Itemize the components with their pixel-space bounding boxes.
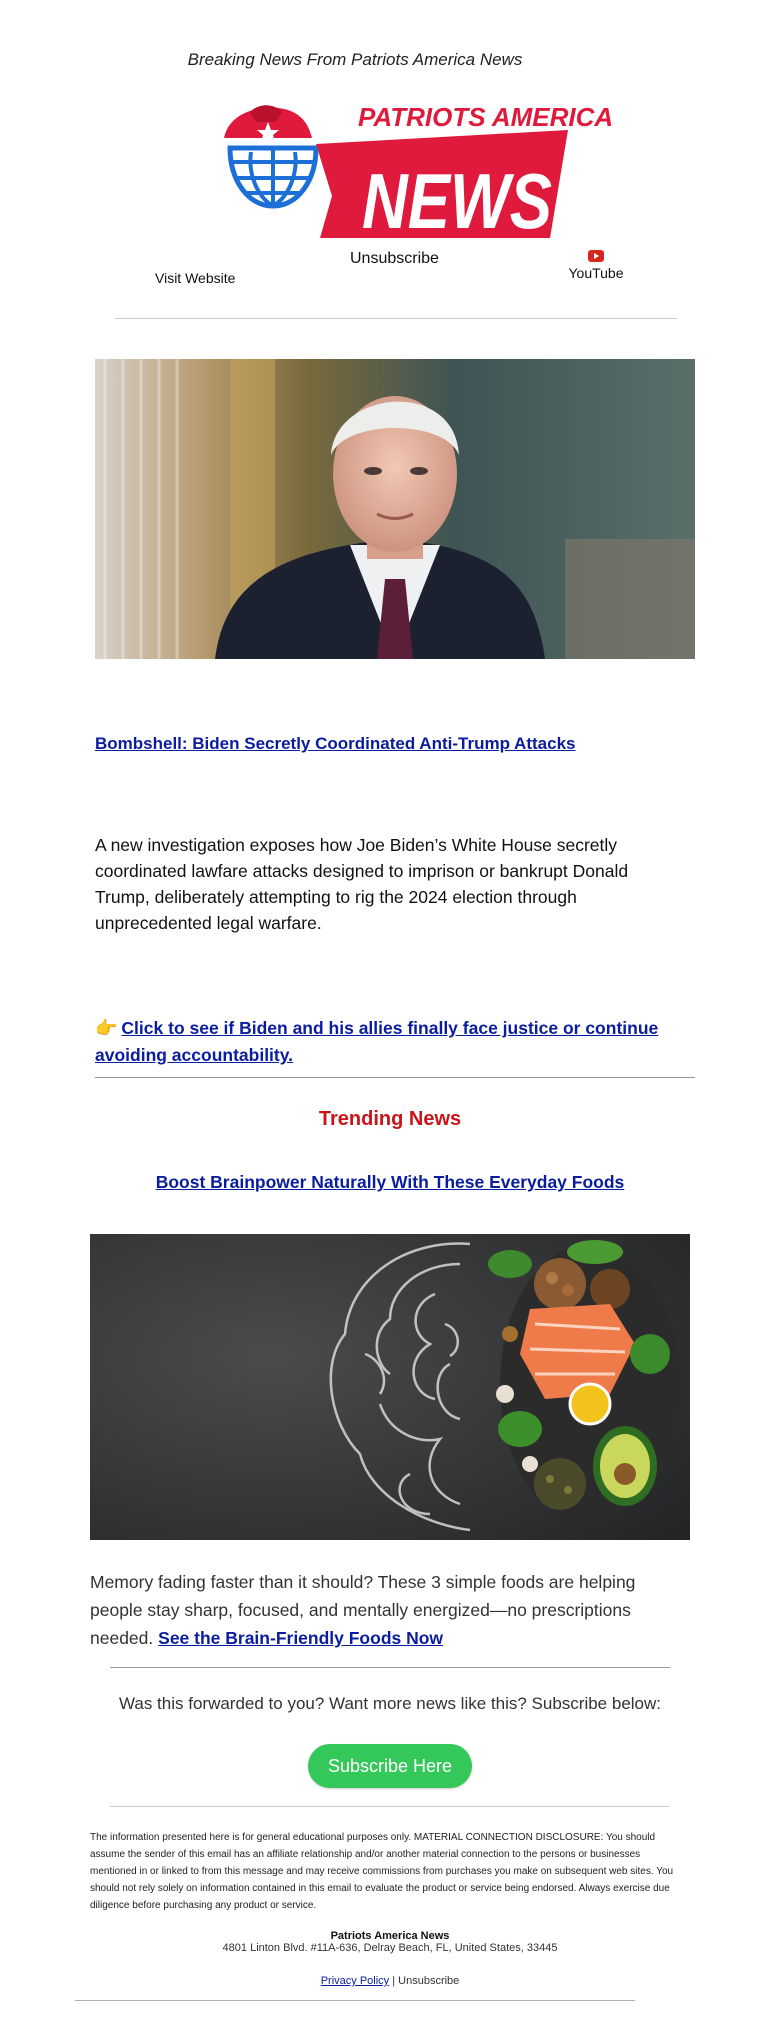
trending-title: Trending News [318, 1108, 462, 1130]
brain-food-image[interactable] [90, 1234, 690, 1540]
footer-unsubscribe-link[interactable]: Unsubscribe [398, 1975, 460, 1987]
article-hero-image[interactable] [95, 359, 695, 659]
article-cta [95, 1015, 695, 1069]
footer-company-name: Patriots America News [330, 1930, 450, 1942]
pointing-hand-icon: 👉 [95, 1018, 118, 1038]
logo-line2: NEWS [362, 157, 552, 245]
article-body: A new investigation exposes how Joe Biden’s White House secretly coordinated lawfare attacks designed to imprison or bankrupt Donald Trump, deliberately attempting to rig the 2024 election through unprecedented legal warfare. [95, 835, 629, 933]
patriots-america-news-logo[interactable] [220, 100, 614, 245]
legal-disclosure: The information presented here is for general educational purposes only. MATERIAL CONNECTION DISCLOSURE: You should assume the sender of this email has an affiliate relationship and/or another material connection to the persons or businesses mentioned in or linked to from this message and may receive commissions from purchases you make on subsequent web sites. You should not rely solely on information contained in this email to evaluate the product or service being endorsed. Always exercise due diligence before purchasing any product or service. [90, 1832, 674, 1911]
footer-separator: | [392, 1975, 396, 1987]
privacy-policy-link[interactable]: Privacy Policy [320, 1975, 390, 1987]
trending-headline-link[interactable]: Boost Brainpower Naturally With These Everyday Foods [155, 1172, 625, 1192]
footer-address-block [0, 1930, 780, 1954]
logo-graphic [220, 100, 614, 245]
trending-body-text: Memory fading faster than it should? These 3 simple foods are helping people stay sharp, focused, and mentally energized—no prescriptions needed. [90, 1572, 636, 1648]
header-divider [115, 318, 677, 319]
footer-address: 4801 Linton Blvd. #11A-636, Delray Beach, FL, United States, 33445 [222, 1942, 558, 1954]
header-unsubscribe-link[interactable]: Unsubscribe [350, 250, 439, 267]
footer-links [0, 1975, 780, 1987]
youtube-label: YouTube [568, 265, 624, 281]
subscribe-button[interactable]: Subscribe Here [308, 1744, 472, 1788]
footer-divider [75, 2000, 635, 2001]
preheader-text: Breaking News From Patriots America News [187, 50, 523, 69]
article-divider [95, 1077, 695, 1078]
youtube-play-icon [588, 250, 604, 262]
subscribe-divider [110, 1806, 670, 1807]
trending-body [90, 1568, 670, 1652]
article-headline-link[interactable]: Bombshell: Biden Secretly Coordinated Anti-Trump Attacks [95, 734, 576, 753]
logo-line1: PATRIOTS AMERICA [358, 102, 614, 132]
trending-divider [110, 1667, 670, 1668]
youtube-link[interactable] [568, 250, 624, 281]
subscribe-prompt: Was this forwarded to you? Want more news like this? Subscribe below: [118, 1694, 662, 1713]
visit-website-link[interactable]: Visit Website [155, 270, 236, 286]
brain-foods-link[interactable]: See the Brain-Friendly Foods Now [158, 1628, 444, 1648]
article-cta-link[interactable]: Click to see if Biden and his allies finally face justice or continue avoiding accountability. [95, 1018, 659, 1065]
